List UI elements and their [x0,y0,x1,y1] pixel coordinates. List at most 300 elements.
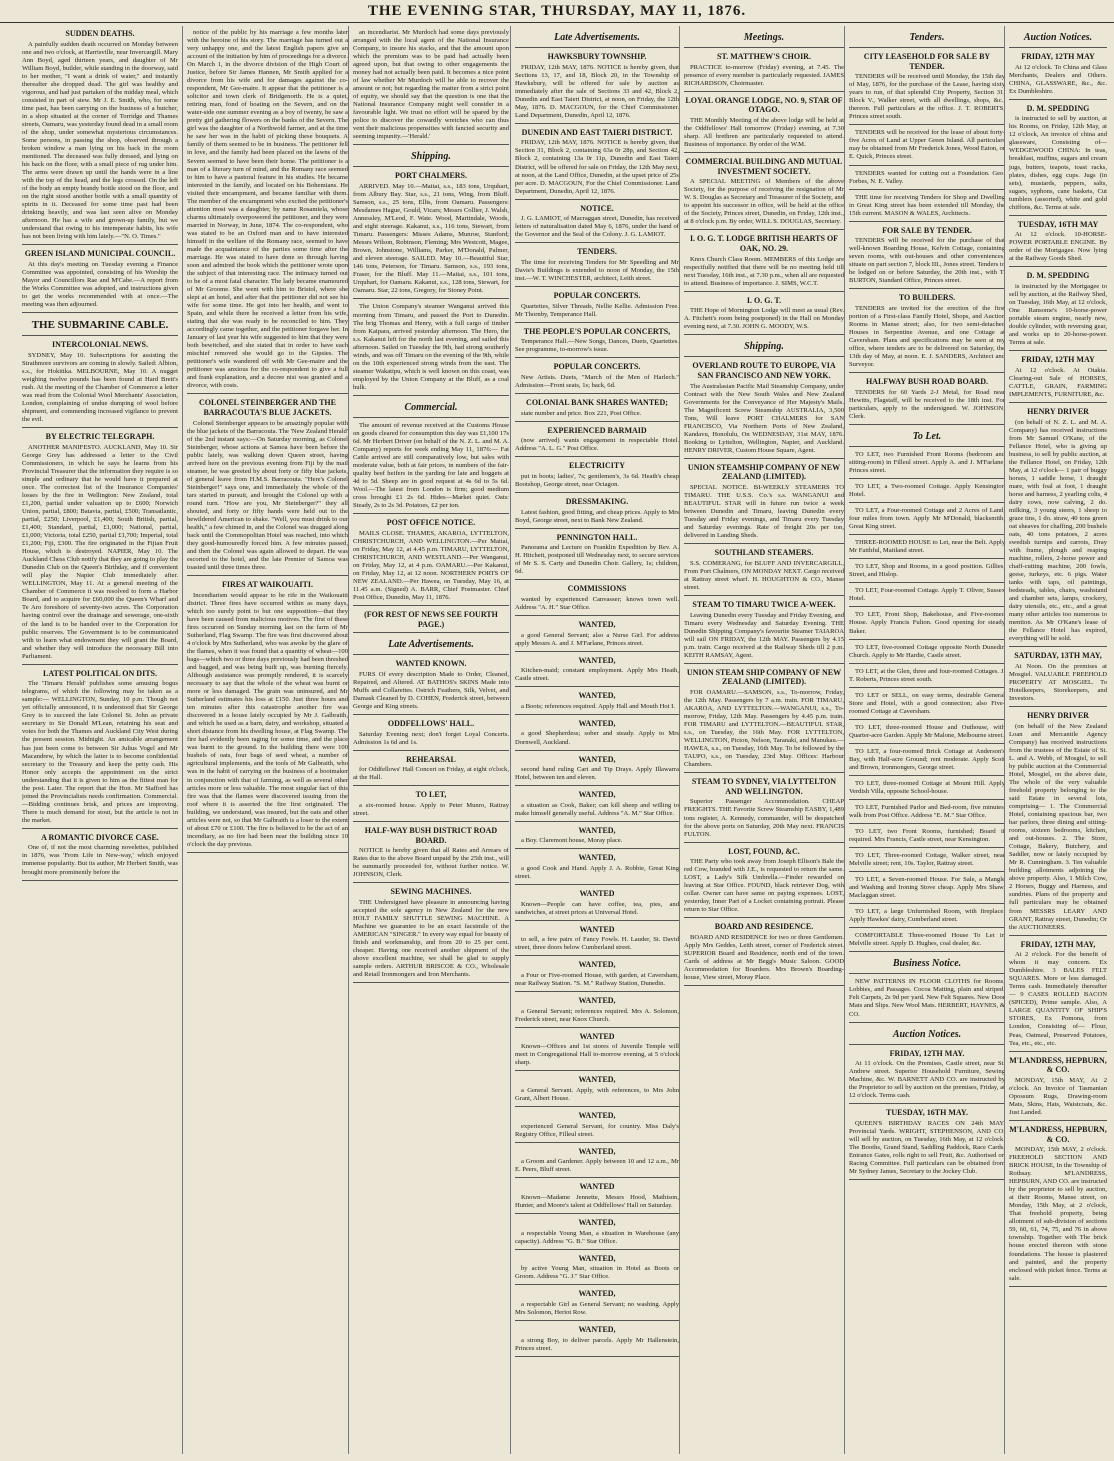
article-block [684,96,844,153]
divider [515,651,679,652]
article-body: Knox Church Class Room. MEMBERS of this Lodge are respectfully notified that there will be no meeting held till next Tuesday, 16th inst., at 7.30 p.m., when all are requested to attend. Business of importance. J. SIMS, W.C.T. [684,255,844,287]
article-block [1009,651,1107,707]
divider [515,492,679,493]
article-block [684,32,844,48]
article-block [849,293,1005,373]
article-block [684,668,844,774]
article-block [515,1218,679,1250]
divider [353,714,509,715]
article-body: TENDERS will be received for the lease of about forty-five Acres of Land at Upper Green Island. All particulars may be obtained from Mr Frederick Jones, Wood Eaton, or E. Quick, Princes street. [849,129,1005,161]
divider [684,47,844,48]
section-heading: Auction Notices. [1023,32,1093,43]
article-headline: POPULAR CONCERTS. [553,291,641,300]
article-block [849,852,1005,872]
article-block [684,463,844,544]
article-block [684,548,844,596]
article-headline: WANTED [579,1182,615,1192]
article-body: a respectable Young Man, a situation in Warehouse (any capacity). Address "G. B." Star Office. [515,1229,679,1245]
article-body: TO LET, five-roomed Cottage opposite North Dunedin Church. Apply to Mr Hardie, Castle street. [849,643,1005,659]
article-block [515,925,679,957]
article-block [515,1254,679,1286]
article-body: PRACTICE to-morrow (Friday) evening, at 7.45. The presence of every member is particularly requested. JAMES RICHARDSON, Choirmaster. [684,63,844,87]
divider [849,663,1005,664]
article-headline: D. M. SPEDDING [1026,103,1090,113]
article-body: At 12 o'clock. 10-HORSE-POWER PORTABLE ENGINE. By order of the Mortgagee. Now lying at the Railway Goods Shed. [1009,231,1107,263]
article-headline: THE SUBMARINE CABLE. [31,319,169,332]
divider [353,298,509,299]
section-heading: Tenders. [909,32,945,43]
divider [849,687,1005,688]
divider [684,291,844,292]
divider [515,1027,679,1028]
newspaper-page [22,26,1107,1454]
article-headline: POST OFFICE NOTICE. [386,518,476,528]
article-body: Quartettes, Silver Threads, Nellie Kellie. Admission Free. Mr Thornby, Temperance Hall. [515,302,679,318]
article-block [684,157,844,230]
article-block [684,600,844,664]
divider [1009,215,1107,216]
article-block [515,461,679,493]
article-headline: UNION STEAMSHIP COMPANY OF NEW ZEALAND (LIMITED). [687,462,841,482]
article-headline: WANTED, [578,1111,616,1121]
divider [22,828,178,829]
article-body: TO LET, a Four-roomed Cottage and 2 Acres of Land, four miles from town. Apply Mr M'Donald, blacksmith, Great King street. [849,507,1005,531]
divider [849,558,1005,559]
article-headline: WANTED, [578,1253,616,1263]
divider [515,199,679,200]
divider [849,719,1005,720]
divider [1009,935,1107,936]
article-headline: WANTED, [578,754,616,764]
article-headline: I. O. G. T. LODGE BRITISH HEARTS OF OAK, NO. 29. [689,234,839,253]
article-headline: HALF-WAY BUSH DISTRICT ROAD BOARD. [364,825,498,845]
divider [849,165,1005,166]
article-headline: GREEN ISLAND MUNICIPAL COUNCIL. [24,249,176,259]
article-headline: WANTED [579,924,615,934]
article-headline: ELECTRICITY [568,461,625,471]
divider [684,152,844,153]
article-block [849,748,1005,776]
divider [684,458,844,459]
article-block [515,1111,679,1143]
article-block [515,52,679,124]
divider [515,1249,679,1250]
article-block [849,52,1005,125]
article-headline: SEWING MACHINES. [390,887,472,897]
article-block [515,656,679,688]
article-body: TO LET, three-roomed Cottage at Mount Hill. Apply Verdish Villa, opposite School-house. [849,779,1005,795]
divider [849,446,1005,447]
article-headline: EXPERIENCED BARMAID [547,425,647,435]
article-block [849,908,1005,928]
article-body: At 12 o'clock. To China and Glass Merchants, Dealers and Others. CHINA, GLASSWARE, &c., &c. Ex Dumbleshire. [1009,63,1107,95]
article-body: (on behalf of the New Zealand Loan and Mercantile Agency Company) has received instructions from the trustees of the Estate of St. L. and A. Webb, of Mosgiel, to sell by public auction at the Commercial Hotel, Mosgiel, on the above date, The whole of the very valuable freehold property belonging to the said Estate in several lots, comprising— 1. The Commercial Hotel, containing spacious bar, two bar parlors, three dining and sitting-rooms, sixteen bedrooms, kitchen, and out-houses. 2. The Store, Cottage, Bakery, Butchery, and Saddler, now or lately occupied by Mr R. Cunningham. 3. Ten valuable building allotments adjoining the above property. Also, 1 Milch Cow, 2 Horses, Buggy and Harness, and sundries. Plans of the property and full particulars may be obtained from MESSRS LEARY AND GRANT, Rattray street, Dunedin; Or the AUCTIONEERS. [1009,722,1107,931]
divider [353,605,509,606]
article-body: FOR OAMARU.—SAMSON, s.s., To-morrow, Friday, the 12th May. Passengers by 7 a.m. train. FOR TIMARU, AKAROA, AND LYTTELTON.—WANGANUI, s.s., To-morrow, Friday, 12th May. Passengers by 4.45 p.m. train. FOR TIMARU and LYTTELTON.—BEAUTIFUL STAR, s.s., on Tuesday, the 16th May. FOR LYTTELTON, WELLINGTON, Picton, Nelson, Taranaki, and Manukau.—HAWEA, s.s., on Tuesday, 16th May. To be followed by the TAUPO, s.s., on Tuesday, 23rd May. Offices: Harbour Chambers. [684,688,844,769]
divider [849,124,1005,125]
article-block [353,303,509,395]
section-heading: Commercial. [404,401,458,413]
article-headline: FRIDAY, 12TH MAY, [1020,939,1096,949]
divider [515,242,679,243]
divider [515,1106,679,1107]
article-block [849,1108,1005,1180]
article-headline: SOUTHLAND STEAMERS. [714,548,814,558]
article-headline: SUDDEN DEATHS. [65,29,135,38]
article-headline: HENRY DRIVER [1027,406,1089,416]
divider [684,917,844,918]
article-body: a Boy. Claremont house, Moray place. [521,837,623,845]
article-block [353,719,509,751]
article-headline: WANTED, [578,960,616,970]
article-block [849,932,1005,952]
divider [849,823,1005,824]
article-block [22,669,178,829]
article-body: At 2 o'clock. For the benefit of whom it may concern. Ex Dumbleshire. 3 BALES FELT SQUARES. More or less damaged. Terms cash. Immediately thereafter— 9 CASES ROLLED BACON (SPICED), Prime sample. Also, A LARGE QUANTITY OF SHIP'S STORES, Ex Pomona, from London, Consisting of— Flour, Peas, Oatmeal, Preserved Potatoes, Tea, etc., etc., etc. [1009,951,1107,1047]
article-block [353,755,509,787]
article-body: Kitchen-maid; constant employment. Apply Mrs Heath, Castle street. [515,667,679,683]
divider [849,47,1005,48]
article-body: NOTICE is hereby given that all Rates and Arrears of Rates due to the above Board unpaid by the 25th inst., will be summarily proceeded for, without further notice. W. JOHNSON, Clerk. [353,847,509,879]
article-body: At this day's meeting on Tuesday evening a Finance Committee was appointed, consisting of his Worship the Mayor and Councillors Rae and M'Cabe.—A report from the Works Committee was adopted, and instructions given to get the works recommended with at once.—The meeting was then adjourned. [22,260,178,309]
section-heading: Auction Notices. [892,1028,962,1040]
article-headline: WANTED [579,1031,615,1041]
divider [22,244,178,245]
article-body: (now arrived) wants engagement in respectable Hotel. Address "A. L. G." Post Office. [515,437,679,453]
article-body: a situation as Cook, Baker; can kill sheep and willing to make himself generally useful. Address "A. M." Star Office. [515,801,679,817]
article-body: TO LET, Four-roomed Cottage. Apply T. Oliver, Sussex Hotel. [849,587,1005,603]
article-body: COMFORTABLE Three-roomed House To Let in Melville street. Apply D. Hughes, coal dealer, &c. [849,932,1005,948]
article-headline: WANTED, [578,996,616,1006]
article-body: SYDNEY, May 10. Subscriptions for assisting the Strathmore survivors are coming in slowly. Sailed: Albion, s.s., for Hokitika. MELBOURNE, May 10. A nugget weighing twelve pounds has been found at Hard Brett's rush. At the meeting of the Chamber of Commerce a letter was read from the Colonial Wool Merchants' Association, London, complaining of undue dumping of wool before shipment, and commending increased vigilance to prevent the evil. [22,351,178,424]
divider [353,882,509,883]
article-body: a Groom and Gardener. Apply between 10 and 12 a.m., Mr E. Peers, Bluff street. [515,1158,679,1174]
article-block [849,563,1005,583]
article-headline: PORT CHALMERS. [394,171,468,181]
article-block [515,826,679,850]
divider [22,880,178,881]
column-7 [1004,26,1107,1454]
article-block [1009,1125,1107,1287]
article-block [684,922,844,986]
article-body: TO LET, Shop and Rooms, in a good position. Gillies, Street, and Hislop. [849,563,1005,579]
article-body: New Artists. Duets, "March of the Men of Harlech." Admission—Front seats, 1s; back, 6d. [515,373,679,389]
article-headline: SATURDAY, 13TH MAY, [1014,651,1102,661]
article-block [849,780,1005,800]
article-body: MAILS CLOSE. THAMES, AKAROA, LYTTELTON, CHRISTCHURCH, AND WELLINGTON.—Per Maitai, on Friday, May 12, at 4.45 p.m. TIMARU, LYTTELTON, CHRISTCHURCH, AND WESTLAND.—Per Wanganui, on Friday, May 12, at 4 p.m. OAMARU.—Per Kakanui, on Friday, May 12, at 12 noon. NORTHERN PORTS OF NEW ZEALAND.—Per Hawea, on Tuesday, May 16, at 11.45 a.m. (Signed) A. BARR, Chief Postmaster. Chief Post Office, Dunedin, May 11, 1876. [353,529,509,601]
article-body: At 11 o'clock. On the Premises, Castle street, near St. Andrew street. Superior Household Furniture, Sewing Machine, &c. W. BARNETT AND CO. are instructed by the Proprietor to sell by auction on the premises, Friday, at 12 o'clock. Terms cash. [849,1060,1005,1100]
article-block [187,580,348,853]
article-body: a six-roomed house. Apply to Peter Munro, Rattray street. [353,801,509,817]
divider [22,664,178,665]
article-body: S.S. COMERANG, for BLUFF AND INVERCARGILL, From Port Chalmers, ON MONDAY NEXT. Cargo received at Rattray street wharf. H. HOUGHTON & CO., Manse street. [684,559,844,591]
masthead [0,0,1114,23]
divider [353,395,509,396]
divider [684,842,844,843]
divider [849,871,1005,872]
article-block [22,340,178,428]
divider [849,927,1005,928]
divider [1009,402,1107,403]
article-body: At 12 o'clock. At Otakia. Clearing-out Sale of HORSES, CATTLE, GRAIN, FARMING IMPLEMENTS, FURNITURE, &c. [1009,366,1107,398]
divider [187,393,348,394]
divider [849,582,1005,583]
article-headline: LATEST POLITICAL ON DITS. [43,668,157,678]
article-block [353,887,509,983]
article-block [353,610,509,633]
article-headline: ODDFELLOWS' HALL. [387,718,475,728]
article-body: a respectable Girl as General Servant; no washing. Apply Mrs Solomon, Heriot Row. [515,1300,679,1316]
article-body: TO LET, Three-roomed Cottage, Walker street, near Melville street; rent, 10s. Taylor, Rattray street. [849,852,1005,868]
article-block [515,497,679,529]
article-body: a Boots; references required. Apply Hall and Mouth Hot I. [521,702,675,710]
divider [1009,1051,1107,1052]
article-block [1009,104,1107,216]
article-body: MONDAY, 15th MAY, At 2 o'clock. An Invoice of Tasmanian Opossum Rugs, Drawing-room Mats, Skins, Hats, Waistcoats, &c. Just Landed. [1009,1076,1107,1116]
article-headline: OVERLAND ROUTE TO EUROPE, VIA SAN FRANCISCO AND NEW YORK. [692,361,836,380]
divider [849,973,1005,974]
divider [22,312,178,313]
article-block [684,234,844,291]
article-block [849,451,1005,479]
article-body: TENDERS are invited for the erection of the first portion of a First-class Family Hotel, Shops, and Auction Rooms in Manse street; also, for two semi-detached Houses in Serpentine Avenue, and one Cottage at Caversham. Plans and specifications may be seen at my office, where tenders are to be delivered on Saturday, the 13th day of May, at noon. E. J. SANDERS, Architect and Surveyor. [849,305,1005,369]
article-block [1009,32,1107,48]
divider [515,322,679,323]
divider [849,799,1005,800]
divider [684,595,844,596]
article-headline: COMMISSIONS [567,584,627,594]
article-block [353,518,509,606]
divider [515,686,679,687]
article-block [849,978,1005,1022]
article-block [22,833,178,881]
article-block [515,362,679,394]
article-body: FRIDAY, 12th MAY, 1876. NOTICE is hereby given, that Section 31, Block 2, containing 63a 0r 28p, and Section 42, Block 2, containing 13a 0r 11p, Dunedin and East Taieri District, will be offered for sale on Friday, the 12th May next, at noon, at the Land Office, Dunedin, at the upset price of 25s per acre. D. MACGOUN, For the Chief Commissioner. Land Department, Dunedin, April 12, 1876. [515,139,679,195]
divider [515,47,679,48]
divider [353,166,509,167]
divider [353,513,509,514]
divider [684,985,844,986]
article-block [849,668,1005,688]
article-headline: I. O. G. T. [746,295,782,305]
article-body: TO LET, Furnished Parlor and Bed-room, five minutes' walk from Post Office. Address "E. M." Star Office. [849,803,1005,819]
article-block [353,790,509,822]
divider [849,1103,1005,1104]
article-block [515,1075,679,1107]
article-block [515,691,679,715]
article-block [22,319,178,336]
divider [515,1356,679,1357]
section-heading: Business Notice. [892,958,962,970]
article-block [353,151,509,167]
article-body: The Union Company's steamer Wanganui arrived this morning from Timaru, and passed the Port to Dunedin. The brig Thomas and Henry, with a full cargo of timber from Kaipara, arrived yesterday afternoon. The Hero, the s.s. Kakanui left for the north last evening, and sailed this afternoon. Sailed on Tuesday the 9th, had strong southerly winds, and was off Timaru on the evening of the 9th, while on the 10th experienced strong winds from the east. The steamer Wakatipu, which is well known on this coast, was employed by the Union Company at the Bluff, as a coal hulk. [353,303,509,391]
article-body: an incendiarist. Mr Murdoch had some days previously arranged with the local agent of the National Insurance Company, to insure his stacks, and that the amount upon which the premium was to be paid had actually been agreed upon, but that owing to other engagements the money had not actually been paid. It becomes a nice point of law whether Mr Murdoch will be able to recover the amount or not; but regarding the matter from a strict point of equity, we should say that the question is one that the National Insurance Company might well consider in a favourable light. We trust no effort will be spared by the police to discover the cowardly wretches who can thus vent their malicious propensities with fancied security and seeming impunity.—'Herald.' [353,29,509,141]
article-body: TO LET, a Seven-roomed House. For Sale, a Mangle and Washing and Ironing Stove cheap. Apply Mrs Shaw, Maclaggan street. [849,876,1005,900]
article-body: wanted by experienced Canvasser; knows town well. Address "A. H." Star Office. [515,595,679,611]
article-headline: WANTED, [578,1146,616,1156]
article-block [849,129,1005,165]
divider [1009,1120,1107,1121]
article-block [515,584,679,616]
divider [1009,646,1107,647]
article-block [515,853,679,885]
article-headline: WANTED, [578,1075,616,1085]
divider [684,334,844,335]
article-body: state number and price. Box 221, Post Office. [521,409,642,417]
article-body: NEW PATTERNS IN FLOOR CLOTHS for Rooms, Lobbies, and Passages. Cocoa Matting, plain and striped. Felt Carpets, 2s 9d per yard. New Felt Squares. New Door Mats and Slips. New Wool Mats. HERBERT, HAYNES, & CO. [849,978,1005,1018]
divider [849,424,1005,425]
divider [515,123,679,124]
column-5 [679,26,844,1454]
article-block [22,432,178,664]
article-headline: FRIDAY, 12TH MAY [1021,52,1095,61]
article-headline: D. M. SPEDDING [1026,271,1090,281]
article-body: Leaving Dunedin every Tuesday and Friday Evening, and Timaru every Wednesday and Saturday Evening. THE Dunedin Shipping Company's favourite Steamer TAIAROA will sail ON FRIDAY, the 12th MAY. Passengers by 4.15 p.m. train. Cargo received at the Railway Sheds till 2 p.m. KEITH RAMSAY, Agent. [684,611,844,659]
section-heading: Shipping. [744,341,784,353]
article-headline: TO BUILDERS. [898,293,956,303]
article-body: A painfully sudden death occurred on Monday between one and two o'clock, at Harrisville, near Invercargill. Mary Ann Boyd, aged thirteen years, and daughter of Mr William Boyd, builder, while standing in the doorway, said to her mother, "I want a drink of water," and instantly thereafter she dropped dead. The girl was healthy and vigorous, and had just partaken of the midday meal, which consisted in part of stew. Mr J. E. Smith, who, for some time past, has been carrying on the business of a butcher, in a shop situated at the corner of Torridge and Thames streets, Oamaru, was yesterday found dead in a small room of the shop, under somewhat mysterious circumstances. Some persons, in passing the shop, observed through a broken window a man lying on his back in the room mentioned. The deceased was fully dressed, and lying on his back on the floor, with a small piece of rug under him. The arms were drawn up until the hands were in a line with the top of the head, and the legs crossed. On the left of the body an empty brandy bottle stood on the floor, and on the right stood another bottle with a small quantity of spirits in it. Deceased for some time past had been drinking heavily, and was last seen alive on Monday afternoon. He has a wife and grown-up family, but we understand that owing to his intemperate habits, his wife has not been living with him lately.—"N. O. Times." [22,40,178,241]
article-body: TENDERS wanted for cutting out a Foundation. Geo. Forbes, N. E. Valley. [849,169,1005,185]
divider [849,478,1005,479]
article-body: A SPECIAL MEETING of Members of the above Society, for the purpose of receiving the resignation of Mr W. S. Douglas as Secretary and Treasurer of the Society, and to appoint his successor in office, will be held at the office of the Society, Princes street, Dunedin, on Friday, 12th inst., at 8 o'clock p.m. By order, WILL S. DOUGLAS, Secretary. [684,178,844,226]
article-body: Incendiarism would appear to be rife in the Waikouaiti district. Three fires have occurred within as many days, which too surely point to but one supposition—that they have been caused from malicious motives. The first of these fires occurred on Sunday morning last on the farm of Mr Sutherland, Flag Swamp. The fire was first discovered about 4 o'clock by Mrs Sutherland, who was awoke by the glare of the flames, when it was found that a quantity of wheat—100 bags—which two or three days previously had been threshed and bagged, and was being built up, was burning fiercely. Although assistance was promptly rendered, it is scarcely necessary to say that the whole of the wheat was burnt or more or less damaged. The grain was uninsured, and Mr Sutherland estimates his loss at £150. Just three hours and ten minutes after this catastrophe another fire was discovered in a house lately occupied by Mr J. Galbraith, and which he used as a barn, dairy, and workshop, situated a short distance from his dwelling house, at Flag Swamp. The fire had evidently been raging for some time, and the place was burnt to the ground. In the building there were 100 bushels of oats, four bags of seed wheat, a number of agricultural implements, and the tools of Mr Galbraith, who was in the habit of carrying on the business of a bootmaker in conjunction with that of farming, as well as several other articles more or less valuable. The most singular fact of this fire was that the flames were discovered issuing from the roof where it is asserted the fire first originated. The building, we understand, was insured, but the oats and other articles were not, so that Mr Galbraith is a loser to the extent of about £70 or £100. The fire is believed to be the act of an incendiary, as no fire had been near the building since 10 o'clock the day previous. [187,591,348,848]
divider [353,417,509,418]
section-heading: Shipping. [411,151,451,163]
article-body: ARRIVED. May 10.—Maitai, s.s., 183 tons, Urquhart, from Albury Bay. Star, s.s., 21 tons, Wing, from Bluff. Samson, s.s., 25 tons, Ellis, from Oamaru. Passengers: Mesdames Hague, Gould, Vicars; Messrs Collier, J. Walsh, Annessley, M'Leod, F. Wate. Wood, Martindale, Woods, and eight steerage. Kakanui, s.s., 116 tons, Stewart, from Timaru. Passengers: Misses Adams, Munroe, Stanford; Messrs Wilson, Robinson, Fleming; Mrs Westcott, Magee, Brown, Johnstone, Williams, Parker, M'Donald, Palmer, and eleven steerage. SAILED. May 10.—Beautiful Star, 146 tons, Peterson, for Timaru. Samson, s.s., 193 tons, Fraser, for the Bluff. May 11.—Maitai, s.s., 101 tons, Urquhart, for Oamaru. Kakanui, s.s., 128 tons, Stewart, for Oamaru. Star, 22 tons, Gregory, for Stoney Point. [353,183,509,295]
article-body: TO LET, two Furnished Front Rooms (bedroom and sitting-room) in Filleul street. Apply A. and J. M'Farlane, Princes street. [849,451,1005,475]
article-headline: COLONEL STEINBERGER AND THE BARRACOUTA'S BLUE JACKETS. [198,398,336,417]
article-block [849,226,1005,290]
article-block [22,249,178,313]
divider [849,1179,1005,1180]
article-block [515,1032,679,1072]
article-body: TO LET, three-roomed House and Outhouse, with Quarter-acre Garden. Apply Mr Malone, Melbourne street. [849,723,1005,739]
article-body: is instructed by the Mortgagee to sell by auction, at the Railway Shed, on Tuesday, 16th May, at 12 o'clock, One Ransome's 10-horse-power portable steam engine, nearly new, double cylinder, with reversing gear, and works up to 20-horse-power. Terms at sale. [1009,283,1107,347]
article-block [515,327,679,359]
article-body: a good General Servant; also a Nurse Girl. For address apply Messrs A. and J. M'Farlane, Princes street. [515,631,679,647]
column-1 [22,26,178,1454]
divider [849,534,1005,535]
article-body: a Four or Five-roomed House, with garden, at Caversham, near Railway Station. "S. M." Railway Station, Dunedin. [515,972,679,988]
article-headline: LOYAL ORANGE LODGE, NO. 9, STAR OF OTAGO. [685,95,843,115]
divider [353,654,509,655]
divider [849,502,1005,503]
article-headline: BOARD AND RESIDENCE. [714,922,814,932]
article-block [1009,271,1107,351]
article-body: The Australasian Pacific Mail Steamship Company, under Contract with the New South Wales and New Zealand Governments for the Conveyance of Her Majesty's Mails. The Magnificent Screw Steamship AUSTRALIA, 3,500 Tons, Will leave PORT CHALMERS for SAN FRANCISCO, Via Northern Ports of New Zealand, Kandavu, Honolulu, On WEDNESDAY, 31st MAY, 1876. Booking to Lyttelton, Wellington, Napier, and Auckland. HENRY DRIVER, Custom House Square, Agent. [684,382,844,454]
article-body: The 'Timaru Herald' publishes some amusing bogus telegrams, of which the following may be taken as a sample:— WELLINGTON, Sunday, 10 p.m. Though not yet officially announced, it is understood that Sir George Grey is to succeed the late Colonel St. John as private secretary to Sir Donald M'Lean, retaining his seat and votes for both the Thames and Auckland City West during the present session. Midnight. An amicable arrangement has just been come to between Sir Julius Vogel and Mr Macandrew, by which the latter is to become confidential secretary to the Treasury and keep the petty cash. His Honor only accepts the appointment on the strict understanding that it is given to him as the fittest man for the post. Later. The report that the Hon. Mr Stafford has joined the Provincialists needs confirmation. Commercial.—Bidding continues brisk, and prices are improving. There is much demand for stout, but the article is not in the market. [22,680,178,824]
article-block [684,847,844,919]
article-block [515,426,679,458]
article-body: Colonel Steinberger appears to be amazingly popular with the blue jackets of the Barracouta. The 'New Zealand Herald' of the 2nd instant says:—On Saturday morning, as Colonel Steinberger, whose actions at Samoa have been before the public lately, was walking down Queen street, having arrived here on the previous evening from Fiji by the mail steamer, he was greeted by about forty or fifty blue jackets, of general leave from H.M.S. Barracouta. "Here's Colonel Steinberger!" says one, and immediately the whole of the tars started in pursuit, and brought the Colonel up with a round turn. "How are you, Mr Steinberger?" they all shouted, and forty or fifty hands were held out to the bewildered American to shake. "Well, you must drink to our health," a few chimed in, and the Colonel was dragged along back until the Commopolitan Hotel was reached, into which they good-humouredly forced him. A few minutes passed, and then the Colonel was again allowed to depart. He was escorted to the hotel, and the late Premier of Samoa was toasted until three times three. [187,419,348,572]
article-block [684,361,844,458]
article-headline: TENDERS. [577,247,617,257]
divider [684,543,844,544]
article-block [515,128,679,200]
divider [515,528,679,529]
article-block [515,620,679,652]
article-body: THE Hope of Mornington Lodge will meet as usual (Rev. A. Fitchett's room being postponed) in the Hall on Monday evening next, at 7.30. JOHN G. MOODY, W.S. [684,307,844,331]
newspaper-title: THE EVENING STAR, THURSDAY, MAY 11, 1876. [367,3,747,19]
article-headline: FIRES AT WAIKOUAITI. [222,580,313,590]
divider [515,393,679,394]
divider [849,743,1005,744]
article-block [1009,407,1107,647]
article-body: TENDERS for 60 Yards 2-J Metal, for Road near Hewitts, Flagstaff, will be received to the 18th inst. For particulars, apply to the undersigned. W. JOHNSON, Clerk. [849,388,1005,420]
article-body: FURS Of every description Made to Order, Cleaned, Repaired, and Altered. AT BATHOS's SKINS Made into Muffs and Collarettes. Ostrich Feathers, Silk, Velvet, and Damask Cleaned by D. COHEN, Frederick street, between George and King streets. [353,670,509,710]
article-body: TO LET, a four-roomed Brick Cottage at Anderson's Bay, with Half-acre Ground; rent moderate. Apply Scott and Brown, ironmongers, George street. [849,747,1005,771]
divider [515,884,679,885]
divider [353,632,509,633]
article-block [849,644,1005,664]
article-body: The amount of revenue received at the Customs House on goods cleared for consumption this day was £1,100 17s 6d. Mr Herbert Driver (on behalf of the N. Z. L. and M. A. Company) reports for week ending May 11, 1876:— Fat Cattle arrived are still comparatively low, but sales with moderate value, both at fair prices, in numbers of the fair-quality beef heifers in the yarding for late and hoggets at 4d to 5d. Sheep are in good request at 4s 6d to 5s 6d. Wool.—The latest from London is firm; good medium cross brought £1 2s 6d. Hides—Market quiet. Oats: Steady, 2s to 2s 3d. Potatoes, £2 per ton. [353,421,509,510]
article-block [849,876,1005,904]
article-headline: ST. MATTHEW'S CHOIR. [717,52,811,61]
article-headline: HENRY DRIVER [1027,711,1089,721]
divider [22,335,178,336]
article-block [515,1147,679,1179]
article-block [22,29,178,245]
article-block [1009,52,1107,100]
article-block [849,539,1005,559]
article-body: TENDERS will be received for the purchase of that well-known Boarding House, Kelvin Cottage, containing seven rooms, with out-houses and other conveniences, situate on part section 7, block III., Jones street. Tenders to be lodged on or before Saturday, the 20th inst., with T. BURTON, Standard Office, Princes street. [849,237,1005,285]
article-headline: HAWKSBURY TOWNSHIP. [547,52,647,61]
article-headline: WANTED, [578,718,616,728]
divider [515,714,679,715]
article-headline: A ROMANTIC DIVORCE CASE. [41,832,159,842]
article-body: a strong Boy, to deliver parcels. Apply Mr Hallenstein, Princes street. [515,1336,679,1352]
divider [684,229,844,230]
article-body: a good Shepherdess; sober and steady. Apply to Mrs Dornwell, Auckland. [515,730,679,746]
divider [515,821,679,822]
divider [515,1142,679,1143]
article-headline: LOST, FOUND, &C. [728,846,800,856]
article-headline: WANTED, [578,853,616,863]
article-body: One of, if not the most charming novelettes, published in 1876, was 'From Life in New-way,' which enjoyed immense popularity. But its author, Mr Herbert Smith, was brought more prominently before the [22,844,178,876]
divider [684,91,844,92]
article-block [849,724,1005,744]
article-headline: WANTED KNOWN. [395,659,467,669]
divider [849,606,1005,607]
article-block [849,587,1005,607]
divider [684,663,844,664]
article-block [849,1049,1005,1105]
article-headline: INTERCOLONIAL NEWS. [51,340,149,350]
article-body: MONDAY, 15th MAY, 2 o'clock. FREEHOLD SECTION AND BRICK HOUSE, In the Township of Rothsay. M'LANDRESS, HEPBURN, AND CO. are instructed by the proprietor to sell by auction, at their Rooms, Manse street, on Monday, 15th May, at 2 o'clock, That freehold property, being allotment of sub-division of sections 59, 60, 61, 74, 75, and 76 in above township. Together with The brick house erected thereon with stone foundations. The house is plastered and painted, and the property enclosed with picket fence. Terms at sale. [1009,1146,1107,1282]
article-block [353,639,509,655]
article-headline: THE PEOPLE'S POPULAR CONCERTS, [523,326,671,336]
article-body: TO LET, a Two-roomed Cottage. Apply Kensington Hotel. [849,483,1005,499]
article-body: a good Cook and Hand. Apply J. A. Robbie, Great King street. [515,865,679,881]
article-block [515,1325,679,1357]
article-block [1009,940,1107,1052]
article-body: Known—Madame Jennette, Messrs Hood, Mathison, Hunter, and Moore's talent at Oddfellows' Hall on Saturday. [515,1194,679,1210]
divider [22,427,178,428]
divider [1009,706,1107,707]
divider [1009,47,1107,48]
article-headline: NOTICE. [580,203,614,213]
article-body: QUEEN'S BIRTHDAY RACES ON 24th MAY. Provincial Yards. WRIGHT, STEPHENSON, AND CO. will sell by auction, on Tuesday, 16th May, at 12 o'clock. The Booths, Grand Stand, Saddling Paddock, Race Cards, Entrance Gates, rolls right to sell Fruit, &c. Authorised on Racing Committee. Full particulars can be obtained from Mr Sydney James, Secretary to the Jockey Club. [849,1119,1005,1176]
column-6 [844,26,1005,1454]
article-block [353,659,509,715]
article-body: notice of the public by his marriage a few months later with the heroine of his story. The marriage has turned out a very unhappy one, and the latest English papers give an account of the initiation by him of proceedings for a divorce. On March 1, in the divorce division of the High Court of Justice, before Sir James Hannen, Mr Smith applied for a divorce from his wife and for damages against the co-respondent, Mr Gee-maire. It appear that the petitioner is a solicitor and town clerk of Bridgenorth. He is a quiet, retiring man, fond of boating on the Severn, and on the water-side one summer evening as a boy of twenty, he saw a pretty girl gathering flowers on the banks of the Severn. The girl was the daughter of a Northwold farmer, and at the time he saw her was in the habit of picking these bouquets. A family of them seemed to be in business. The petitioner fell in love, and the family had been placed on the lawns of the Severn seemed to have been their home. The petitioner is a man of a literary turn of mind, and the Romany race seemed to him to have a pastoral feature in his studies. He became interested in the family, and located on his Bohemians. He visited their encampment, and became familiar with them. The member of the encampment who excited the petitioner's attention most was a daughter, by name Rosamiela, whose charms ultimately overpowered the petitioner, and they were married in Norway, in June, 1874. The co-respondent, who was stated to be an Oxford man and to have interested himself in the welfare of the Romany race, seemed to have made the acquaintance of the parties some time after the marriage. He was stated to have done so through having soon and admired the book which the petitioner wrote upon the subject of that interesting race. The intimacy turned out to be of a most fatal character. The lady became enamoured of Mr Groome. She went with him to Bristol, where she slept at an hotel, and after that the petitioner did not see his wife for some time. He got into her health, and went to Spain, and while there he received a letter from his wife, stating that she was ready to be reconciled to him. They accordingly came together, and the petitioner forgave her. In January of last year his wife suggested to him that they were both bewitched, and she stated that in order to have each mischief removed she would go to the Gipsies. The petitioner's wife wandered off with Mr Gee-maire and the petitioner was anxious for the co-respondent to give a full and frank explanation, and a decree nisi was granted and a divorce, with costs. [187,29,348,390]
article-body: FRIDAY, 12th MAY, 1876. NOTICE is hereby given, that Sections 13, 17, and 18, Block 20, in the Township of Hawksbury, will be offered for sale by auction as immediately after the sale of Sections 33 and 42, Block 2, Dunedin and East Taieri District, at noon, on Friday, the 12th May, 1876. D. MACGOUN, for the Chief Commissioner. Land Department, Dunedin, April 12, 1876. [515,63,679,119]
article-headline: FOR SALE BY TENDER. [882,225,972,235]
article-block [849,1029,1005,1045]
article-body: J. G. LAMIOT, of Macraggan street, Dunedin, has received letters of naturalisation dated May 6, 1876, under the hand of the Governor and the Seal of the Colony. J. G. LAMIOT. [515,215,679,239]
article-headline: TO LET, [415,790,447,800]
divider [515,1070,679,1071]
